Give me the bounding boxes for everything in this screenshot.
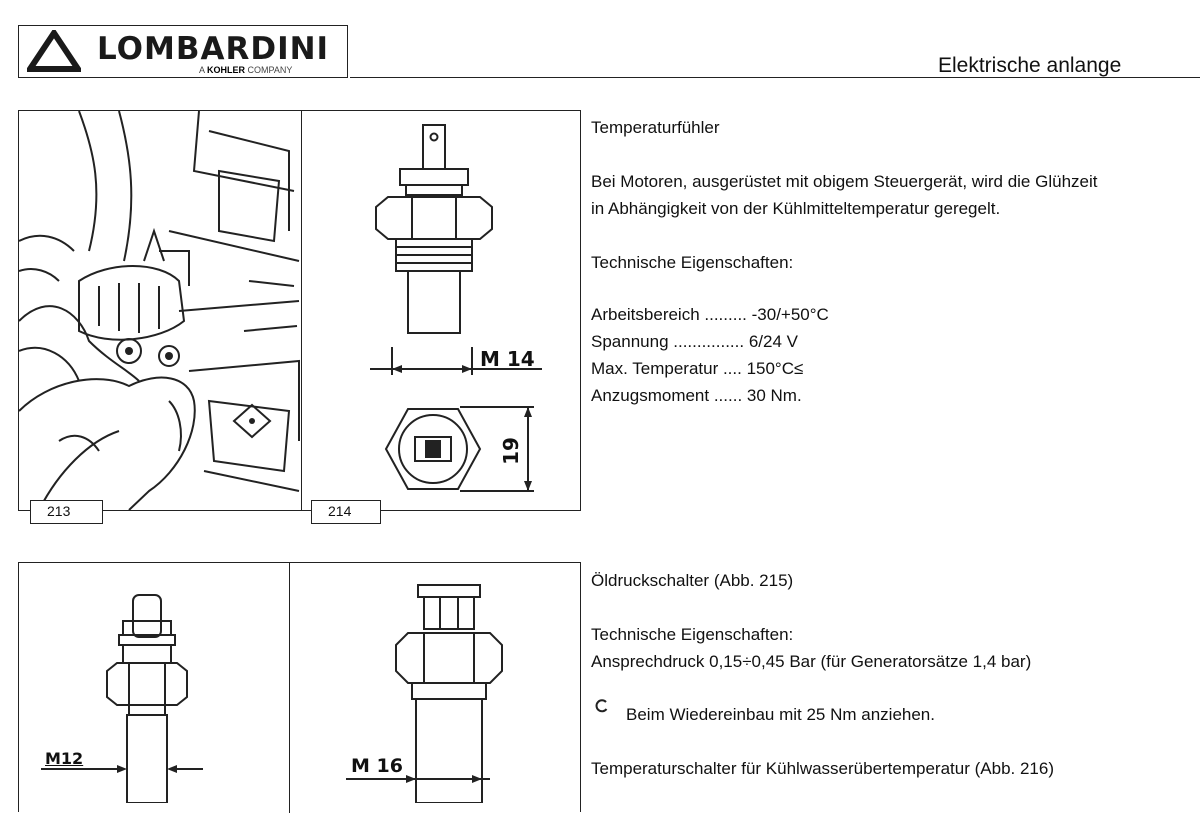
oil-pressure-switch-title: Öldruckschalter (Abb. 215) — [591, 571, 794, 590]
section-title: Elektrische anlange — [938, 54, 1122, 77]
temperature-sensor-drawing — [302, 111, 580, 510]
logo-tag-prefix: A — [199, 65, 205, 75]
temperature-sensor-description-1: Bei Motoren, ausgerüstet mit obigem Steuergerät, wird die Glühzeit — [591, 172, 1098, 191]
width-19-dimension-label: 19 — [498, 437, 523, 465]
temperature-sensor-specs-heading: Technische Eigenschaften: — [591, 253, 794, 272]
engine-sensor-illustration — [19, 111, 301, 510]
temperature-switch-title: Temperaturschalter für Kühlwasserübertemperatur (Abb. 216) — [591, 759, 1054, 778]
logo-tag-suffix: COMPANY — [247, 65, 293, 75]
oil-pressure-spec-line: Ansprechdruck 0,15÷0,45 Bar (für Generatorsätze 1,4 bar) — [591, 652, 1032, 671]
oil-pressure-specs-heading: Technische Eigenschaften: — [591, 625, 794, 644]
lombardini-logo — [18, 25, 348, 78]
logo-tagline — [199, 65, 292, 75]
lombardini-triangle-icon — [27, 30, 81, 72]
logo-wordmark: LOMBARDINI — [97, 31, 330, 67]
note-bullet-icon — [595, 699, 609, 713]
spec-tightening-torque: Anzugsmoment ...... 30 Nm. — [591, 386, 802, 405]
reinstallation-note: Beim Wiedereinbau mit 25 Nm anziehen. — [626, 705, 935, 724]
figure-label-213: 213 — [30, 500, 103, 524]
m14-dimension-label: M 14 — [480, 347, 535, 371]
temperature-sensor-description-2: in Abhängigkeit von der Kühlmitteltemperatur geregelt. — [591, 199, 1001, 218]
spec-voltage: Spannung ............... 6/24 V — [591, 332, 798, 351]
spec-max-temperature: Max. Temperatur .... 150°C≤ — [591, 359, 804, 378]
logo-tag-brand: KOHLER — [207, 65, 246, 75]
figure-panel-bottom — [18, 562, 581, 812]
temperature-switch-drawing — [290, 563, 580, 803]
m12-dimension-label: M12 — [45, 749, 84, 768]
figure-panel-top — [18, 110, 581, 511]
spec-operating-range: Arbeitsbereich ......... -30/+50°C — [591, 305, 829, 324]
m16-dimension-label: M 16 — [351, 755, 403, 777]
temperature-sensor-title: Temperaturfühler — [591, 118, 720, 137]
figure-label-214: 214 — [311, 500, 381, 524]
